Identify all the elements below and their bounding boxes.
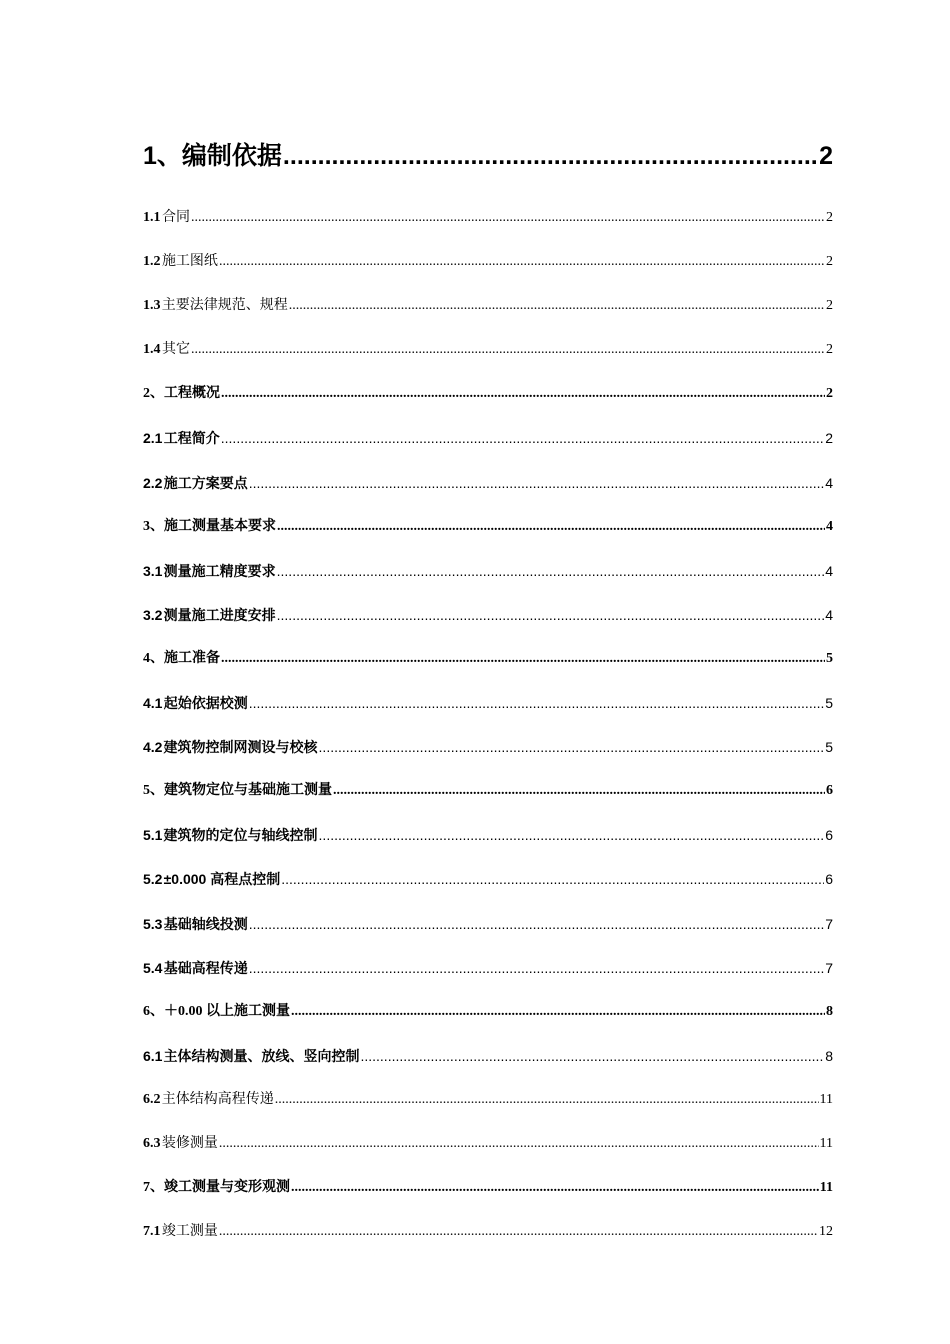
toc-dot-leader bbox=[191, 340, 825, 360]
toc-entry-number: 5.1 bbox=[143, 827, 163, 844]
toc-entry[interactable] bbox=[143, 1046, 833, 1090]
toc-entry-title: 主要法律规范、规程 bbox=[161, 298, 288, 314]
toc-entry-title: 工程简介 bbox=[163, 430, 220, 447]
toc-entry-title: 装修测量 bbox=[161, 1135, 218, 1151]
toc-entry[interactable] bbox=[143, 473, 833, 517]
toc-page-number: 4 bbox=[825, 562, 833, 579]
toc-entry-title: 建筑物的定位与轴线控制 bbox=[163, 827, 318, 844]
toc-entry-title: 施工方案要点 bbox=[163, 474, 248, 491]
toc-entry-title: 竣工测量 bbox=[161, 1224, 218, 1240]
toc-entry[interactable] bbox=[143, 340, 833, 384]
toc-entry-number: 2.2 bbox=[143, 474, 163, 491]
toc-dot-leader bbox=[249, 958, 825, 978]
toc-entry-title: 竣工测量与变形观测 bbox=[164, 1180, 290, 1196]
toc-dot-leader bbox=[191, 208, 825, 228]
toc-entry-title: 其它 bbox=[162, 342, 191, 358]
toc-page-number: 11 bbox=[819, 1180, 833, 1196]
toc-dot-leader bbox=[289, 296, 825, 316]
toc-entry-number: 2.1 bbox=[143, 430, 163, 447]
toc-entry-title: 测量施工精度要求 bbox=[163, 562, 276, 579]
toc-entry-number: 4、 bbox=[143, 650, 164, 666]
toc-page-number: 7 bbox=[825, 915, 833, 932]
toc-page-number: 4 bbox=[825, 606, 833, 623]
toc-entry-title: 工程概况 bbox=[164, 386, 220, 402]
toc-entry-number: 1、 bbox=[143, 142, 182, 170]
toc-page-number: 5 bbox=[825, 739, 833, 756]
toc-entry-number: 6.2 bbox=[143, 1091, 161, 1107]
toc-page-number: 2 bbox=[826, 342, 833, 358]
toc-entry[interactable] bbox=[143, 1090, 833, 1134]
toc-entry-title: 施工测量基本要求 bbox=[164, 518, 276, 534]
toc-entry[interactable] bbox=[143, 140, 833, 208]
toc-page-number: 4 bbox=[826, 518, 833, 534]
toc-dot-leader bbox=[249, 914, 825, 934]
toc-page-number: 6 bbox=[825, 871, 833, 888]
toc-page-number: 8 bbox=[825, 1047, 833, 1064]
toc-entry[interactable] bbox=[143, 649, 833, 693]
toc-dot-leader bbox=[283, 140, 818, 172]
toc-dot-leader bbox=[277, 605, 825, 625]
toc-entry[interactable] bbox=[143, 561, 833, 605]
toc-page-number: 6 bbox=[825, 827, 833, 844]
toc-entry-title: 测量施工进度安排 bbox=[163, 606, 276, 623]
toc-entry-title: 基础高程传递 bbox=[163, 959, 248, 976]
toc-entry-number: 6.3 bbox=[143, 1135, 161, 1151]
toc-entry[interactable] bbox=[143, 296, 833, 340]
toc-dot-leader bbox=[277, 561, 825, 581]
toc-entry-title: 合同 bbox=[162, 210, 191, 225]
toc-entry[interactable] bbox=[143, 1178, 833, 1222]
toc-entry-title: 建筑物定位与基础施工测量 bbox=[164, 783, 332, 799]
toc-entry[interactable] bbox=[143, 737, 833, 781]
toc-page-number: 2 bbox=[825, 430, 833, 447]
toc-dot-leader bbox=[249, 693, 825, 713]
toc-page-number: 2 bbox=[826, 254, 833, 270]
toc-entry-number: 3、 bbox=[143, 518, 164, 534]
toc-page-number: 5 bbox=[825, 695, 833, 712]
toc-dot-leader bbox=[221, 384, 825, 404]
toc-dot-leader bbox=[221, 649, 825, 669]
toc-dot-leader bbox=[219, 1134, 819, 1154]
toc-entry-title: ＋0.00 以上施工测量 bbox=[164, 1003, 290, 1019]
toc-entry[interactable] bbox=[143, 1002, 833, 1046]
toc-page-number: 4 bbox=[825, 474, 833, 491]
toc-entry-number: 6.1 bbox=[143, 1047, 163, 1064]
toc-page-number: 6 bbox=[826, 783, 833, 799]
toc-entry-title: 施工准备 bbox=[164, 650, 220, 666]
toc-entry[interactable] bbox=[143, 605, 833, 649]
toc-dot-leader bbox=[249, 473, 825, 493]
toc-entry[interactable] bbox=[143, 252, 833, 296]
toc-dot-leader bbox=[221, 428, 824, 448]
toc-dot-leader bbox=[333, 781, 825, 801]
toc-entry[interactable] bbox=[143, 914, 833, 958]
toc-entry-title: 编制依据 bbox=[181, 142, 282, 170]
toc-entry-number: 5.4 bbox=[143, 959, 163, 976]
toc-page-number: 8 bbox=[826, 1003, 833, 1019]
toc-entry[interactable] bbox=[143, 208, 833, 252]
toc-entry-number: 7.1 bbox=[143, 1224, 161, 1240]
toc-entry[interactable] bbox=[143, 517, 833, 561]
toc-entry[interactable] bbox=[143, 384, 833, 428]
toc-dot-leader bbox=[275, 1090, 819, 1110]
toc-page-number: 12 bbox=[819, 1224, 833, 1240]
toc-dot-leader bbox=[277, 517, 825, 537]
toc-dot-leader bbox=[219, 1222, 818, 1242]
toc-page-number: 7 bbox=[825, 959, 833, 976]
toc-entry-number: 7、 bbox=[143, 1180, 164, 1196]
toc-entry-number: 1.1 bbox=[143, 210, 161, 225]
toc-entry[interactable] bbox=[143, 428, 833, 472]
toc-entry-number: 1.4 bbox=[143, 342, 161, 358]
toc-page-number: 2 bbox=[819, 142, 833, 170]
toc-dot-leader bbox=[319, 737, 825, 757]
toc-dot-leader bbox=[219, 252, 825, 272]
toc-entry-number: 5.3 bbox=[143, 915, 163, 932]
toc-entry[interactable] bbox=[143, 693, 833, 737]
toc-entry-number: 2、 bbox=[143, 386, 164, 402]
toc-entry-number: 3.2 bbox=[143, 606, 163, 623]
toc-entry[interactable] bbox=[143, 869, 833, 913]
toc-dot-leader bbox=[281, 869, 824, 889]
toc-entry-number: 1.3 bbox=[143, 298, 161, 314]
toc-dot-leader bbox=[319, 825, 825, 845]
table-of-contents bbox=[143, 140, 833, 1266]
toc-entry-number: 1.2 bbox=[143, 254, 161, 270]
toc-page-number: 2 bbox=[826, 298, 833, 314]
toc-page-number: 11 bbox=[819, 1135, 833, 1151]
toc-entry-number: 3.1 bbox=[143, 562, 163, 579]
toc-entry-title: 主体结构高程传递 bbox=[161, 1091, 274, 1107]
toc-entry-number: 6、 bbox=[143, 1003, 164, 1019]
toc-page-number: 2 bbox=[826, 210, 833, 225]
toc-entry-number: 4.2 bbox=[143, 739, 163, 756]
toc-entry-title: 主体结构测量、放线、竖向控制 bbox=[163, 1047, 360, 1064]
toc-entry[interactable] bbox=[143, 1222, 833, 1266]
toc-entry[interactable] bbox=[143, 1134, 833, 1178]
toc-entry-title: 施工图纸 bbox=[161, 254, 218, 270]
toc-entry[interactable] bbox=[143, 958, 833, 1002]
toc-entry-title: 建筑物控制网测设与校核 bbox=[163, 739, 318, 756]
toc-entry-number: 5.2 bbox=[143, 871, 163, 888]
toc-entry-title: 起始依据校测 bbox=[163, 695, 248, 712]
toc-dot-leader bbox=[360, 1046, 824, 1066]
toc-page-number: 2 bbox=[826, 386, 833, 402]
toc-entry[interactable] bbox=[143, 825, 833, 869]
toc-entry-title: ±0.000 高程点控制 bbox=[163, 871, 281, 888]
toc-dot-leader bbox=[291, 1002, 825, 1022]
toc-entry[interactable] bbox=[143, 781, 833, 825]
toc-entry-title: 基础轴线投测 bbox=[163, 915, 248, 932]
toc-page-number: 11 bbox=[819, 1091, 833, 1107]
toc-page-number: 5 bbox=[826, 650, 833, 666]
toc-entry-number: 5、 bbox=[143, 783, 164, 799]
toc-entry-number: 4.1 bbox=[143, 695, 163, 712]
toc-dot-leader bbox=[291, 1178, 819, 1198]
